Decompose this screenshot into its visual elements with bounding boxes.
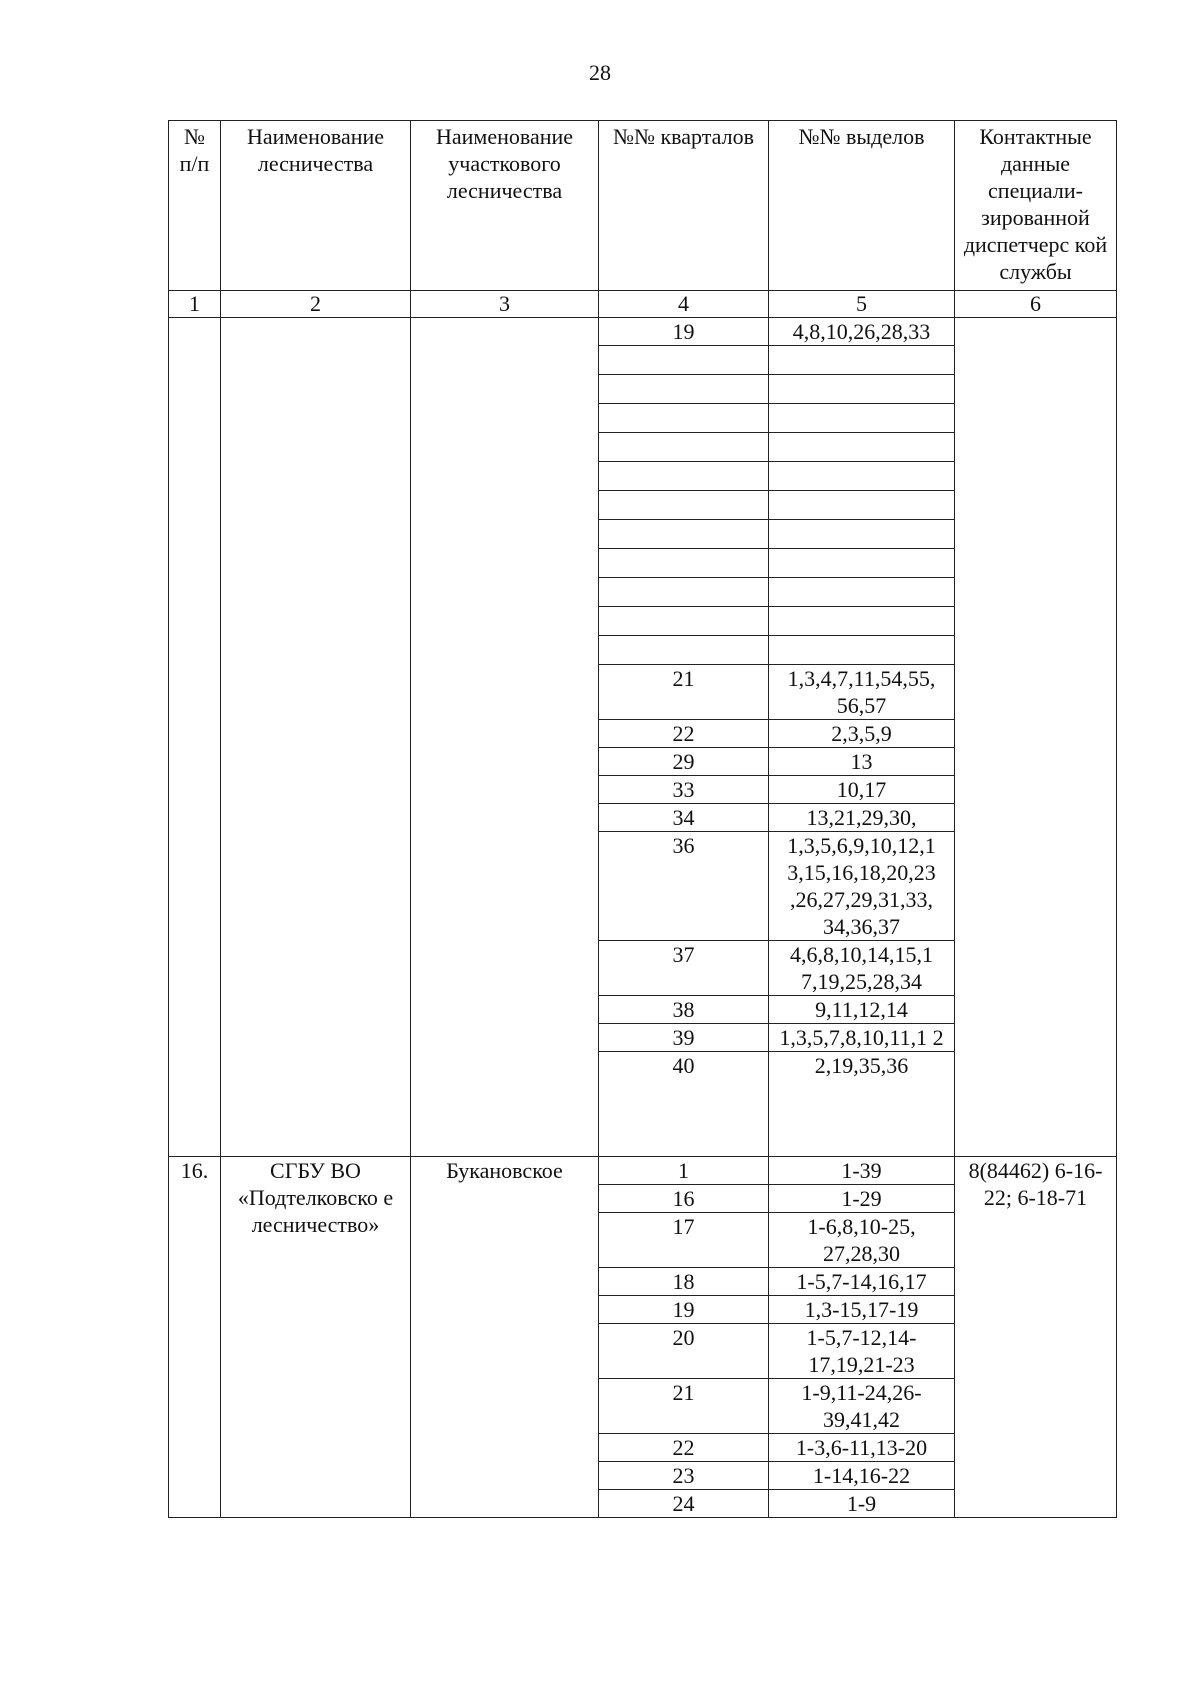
cell-vydel	[769, 375, 955, 404]
section-16	[169, 1157, 1117, 1518]
cell-uchastok: Букановское	[411, 1157, 599, 1518]
cell-vydel	[769, 607, 955, 636]
cell-kvartal	[599, 375, 769, 404]
cell-lesnichestvo: СГБУ ВО «Подтелковско е лесничество»	[221, 1157, 411, 1518]
cell-vydel: 1-6,8,10-25, 27,28,30	[769, 1213, 955, 1268]
column-number: 3	[411, 291, 599, 318]
cell-kvartal	[599, 433, 769, 462]
cell-kvartal	[599, 636, 769, 665]
cell-kvartal	[599, 404, 769, 433]
cell-kvartal: 39	[599, 1024, 769, 1052]
cell-vydel: 10,17	[769, 776, 955, 804]
cell-vydel: 1,3,4,7,11,54,55, 56,57	[769, 665, 955, 720]
cell-vydel	[769, 433, 955, 462]
column-number: 2	[221, 291, 411, 318]
cell-vydel	[769, 462, 955, 491]
cell-vydel: 4,6,8,10,14,15,1 7,19,25,28,34	[769, 941, 955, 996]
cell-kvartal: 36	[599, 832, 769, 941]
cell-vydel	[769, 578, 955, 607]
header-vydely: №№ выделов	[769, 121, 955, 291]
cell-kvartal: 23	[599, 1462, 769, 1490]
column-number: 6	[955, 291, 1117, 318]
header-row	[169, 121, 1117, 291]
cell-kvartal: 17	[599, 1213, 769, 1268]
cell-kvartal	[599, 346, 769, 375]
table-row	[169, 318, 1117, 346]
cell-kvartal: 38	[599, 996, 769, 1024]
cell-vydel: 4,8,10,26,28,33	[769, 318, 955, 346]
cell-kvartal	[599, 462, 769, 491]
cell-kvartal: 21	[599, 665, 769, 720]
forestry-table	[168, 120, 1117, 1518]
cell-vydel: 1,3,5,7,8,10,11,1 2	[769, 1024, 955, 1052]
cell-kvartal: 18	[599, 1268, 769, 1296]
cell-vydel: 2,19,35,36	[769, 1052, 955, 1157]
cell-vydel: 1-9,11-24,26- 39,41,42	[769, 1379, 955, 1434]
cell-vydel: 1,3,5,6,9,10,12,1 3,15,16,18,20,23 ,26,27,29,31,33, 34,36,37	[769, 832, 955, 941]
cell-kvartal	[599, 520, 769, 549]
cell-kvartal: 33	[599, 776, 769, 804]
cell-vydel: 13	[769, 748, 955, 776]
cell-vydel	[769, 636, 955, 665]
cell-vydel: 9,11,12,14	[769, 996, 955, 1024]
cell-vydel	[769, 346, 955, 375]
cell-kvartal: 20	[599, 1324, 769, 1379]
page-number: 28	[589, 60, 611, 85]
cell-kvartal: 21	[599, 1379, 769, 1434]
cell-vydel	[769, 520, 955, 549]
cell-lesnichestvo	[221, 318, 411, 1157]
cell-vydel: 1-14,16-22	[769, 1462, 955, 1490]
cell-kvartal: 24	[599, 1490, 769, 1518]
cell-num	[169, 318, 221, 1157]
cell-vydel: 1,3-15,17-19	[769, 1296, 955, 1324]
header-lesnichestvo: Наименование лесничества	[221, 121, 411, 291]
cell-contacts: 8(84462) 6-16-22; 6-18-71	[955, 1157, 1117, 1518]
cell-vydel: 1-3,6-11,13-20	[769, 1434, 955, 1462]
cell-kvartal: 16	[599, 1185, 769, 1213]
column-number: 4	[599, 291, 769, 318]
header-num: № п/п	[169, 121, 221, 291]
cell-kvartal: 40	[599, 1052, 769, 1157]
cell-kvartal: 29	[599, 748, 769, 776]
cell-vydel: 1-5,7-14,16,17	[769, 1268, 955, 1296]
column-numbers-row	[169, 291, 1117, 318]
cell-vydel: 2,3,5,9	[769, 720, 955, 748]
cell-kvartal	[599, 578, 769, 607]
cell-kvartal: 37	[599, 941, 769, 996]
table-row	[169, 1157, 1117, 1185]
cell-kvartal	[599, 607, 769, 636]
cell-kvartal	[599, 491, 769, 520]
header-kvartaly: №№ кварталов	[599, 121, 769, 291]
cell-kvartal	[599, 549, 769, 578]
cell-vydel: 1-29	[769, 1185, 955, 1213]
cell-vydel: 13,21,29,30,	[769, 804, 955, 832]
cell-num: 16.	[169, 1157, 221, 1518]
cell-uchastok	[411, 318, 599, 1157]
header-uchastok: Наименование участкового лесничества	[411, 121, 599, 291]
cell-kvartal: 19	[599, 1296, 769, 1324]
cell-kvartal: 34	[599, 804, 769, 832]
cell-vydel: 1-39	[769, 1157, 955, 1185]
header-contacts: Контактные данные специали- зированной диспетчерс кой службы	[955, 121, 1117, 291]
cell-vydel	[769, 491, 955, 520]
cell-kvartal: 22	[599, 1434, 769, 1462]
cell-contacts	[955, 318, 1117, 1157]
cell-vydel	[769, 549, 955, 578]
cell-kvartal: 22	[599, 720, 769, 748]
column-number: 5	[769, 291, 955, 318]
cell-kvartal: 1	[599, 1157, 769, 1185]
cell-vydel: 1-9	[769, 1490, 955, 1518]
cell-vydel	[769, 404, 955, 433]
cell-kvartal: 19	[599, 318, 769, 346]
previous-section	[169, 318, 1117, 1157]
column-number: 1	[169, 291, 221, 318]
cell-vydel: 1-5,7-12,14- 17,19,21-23	[769, 1324, 955, 1379]
